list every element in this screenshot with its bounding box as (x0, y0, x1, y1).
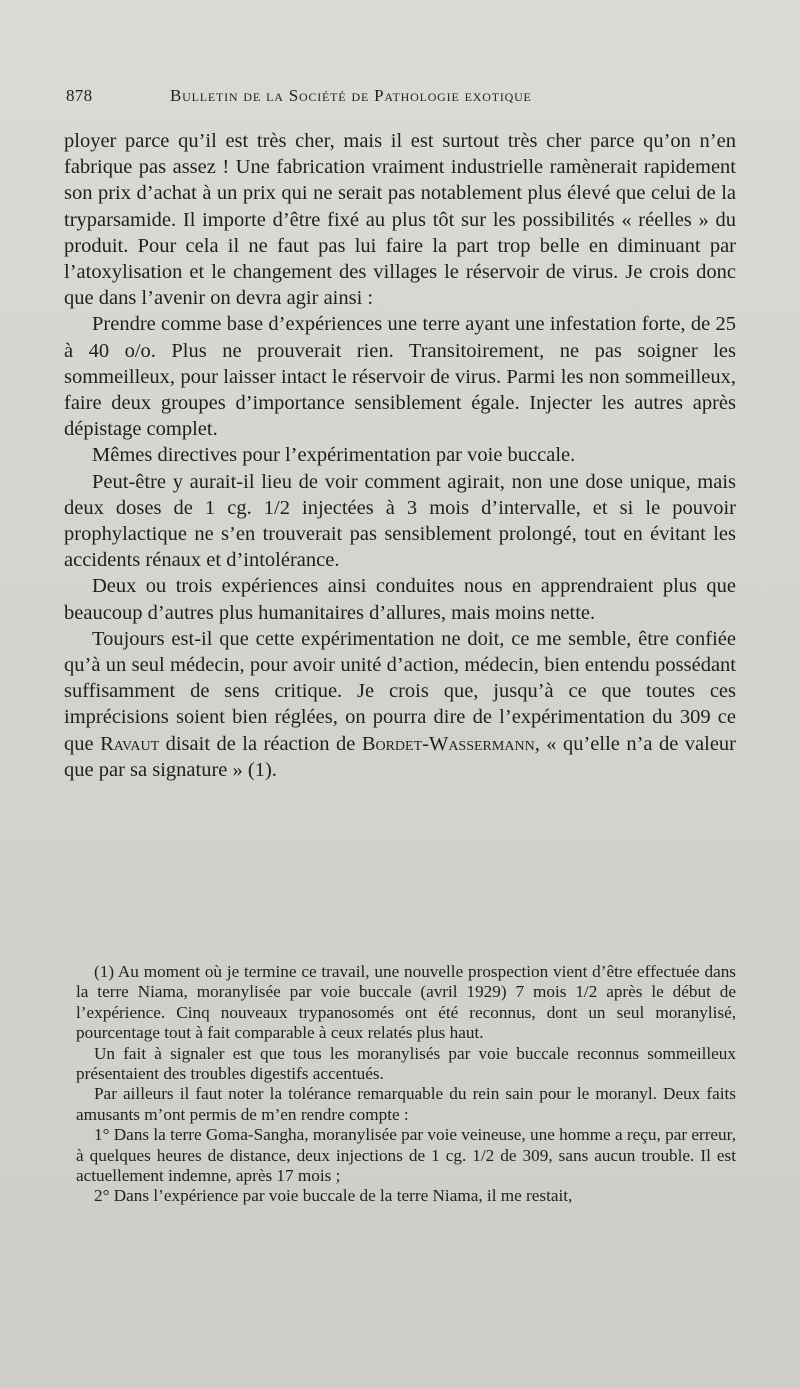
author-name-bordet-wassermann: Bordet-Wassermann (361, 732, 535, 755)
footnote-2: Un fait à signaler est que tous les moranylisés par voie buccale reconnus sommeilleux présentaient des troubles digestifs accentués. (76, 1043, 736, 1084)
footnote-1: (1) Au moment où je termine ce travail, une nouvelle prospection vient d’être effectuée dans la terre Niama, moranylisée par voie buccale (avril 1929) 7 mois 1/2 après le début de l’expérience. Cinq nouveaux trypanosomés ont été reconnus, dont un seul moranylisé, pourcentage tout à fait comparable à ceux relatés plus haut. (76, 962, 736, 1043)
paragraph-4: Peut-être y aurait-il lieu de voir comment agirait, non une dose unique, mais deux doses de 1 cg. 1/2 injectées à 3 mois d’intervalle, et si le pouvoir prophylactique ne s’en trouverait pas sensiblement prolongé, tout en évitant les accidents rénaux et d’intolérance. (64, 470, 736, 572)
footnotes (76, 962, 736, 1207)
body-text (64, 128, 736, 783)
paragraph-2: Prendre comme base d’expériences une terre ayant une infestation forte, de 25 à 40 o/o. Plus ne prouverait rien. Transitoirement, ne pas soigner les sommeilleux, pour laisser intact le réservoir de virus. Parmi les non sommeilleux, faire deux groupes d’importance sensiblement égale. Injecter les autres après dépistage complet. (64, 313, 736, 441)
paragraph-6-end: , « qu’elle n’a de valeur que par sa signature » (1). (64, 732, 737, 781)
paragraph-1: ployer parce qu’il est très cher, mais il est surtout très cher parce qu’on n’en fabrique pas assez ! Une fabrication vraiment industrielle ramènerait rapidement son prix d’achat à un prix qui ne serait pas notablement plus élevé que celui de la tryparsamide. Il importe d’être fixé au plus tôt sur les possibilités « réelles » du produit. Pour cela il ne faut pas lui faire la part trop belle en diminuant par l’atoxylisation et le changement des villages le réservoir de virus. Je crois donc que dans l’avenir on devra agir ainsi : (64, 130, 736, 310)
footnote-3: Par ailleurs il faut noter la tolérance remarquable du rein sain pour le moranyl. Deux faits amusants m’ont permis de m’en rendre compte : (76, 1084, 736, 1124)
paragraph-6 (64, 626, 736, 783)
paragraph-5: Deux ou trois expériences ainsi conduites nous en apprendraient plus que beaucoup d’autres plus humanitaires d’allures, mais moins nette. (64, 575, 736, 624)
footnote-5: 2° Dans l’expérience par voie buccale de la terre Niama, il me restait, (94, 1186, 573, 1206)
author-name-ravaut: Ravaut (100, 732, 160, 755)
running-head (66, 86, 746, 114)
footnote-4: 1° Dans la terre Goma-Sangha, moranylisée par voie veineuse, une homme a reçu, par erreur, à quelques heures de distance, deux injections de 1 cg. 1/2 de 309, sans aucun trouble. Il est actuellement indemne, après 17 mois ; (76, 1125, 736, 1186)
page-number: 878 (66, 86, 93, 105)
paragraph-6-middle: disait de la réaction de (159, 732, 362, 755)
paragraph-3: Mêmes directives pour l’expérimentation par voie buccale. (92, 444, 576, 467)
paragraph-6-text: Toujours est-il que cette expérimentation ne doit, ce me semble, être confiée qu’à un seul médecin, pour avoir unité d’action, médecin, bien entendu possédant suffisamment de sens critique. Je crois que, jusqu’à ce que toutes ces imprécisions soient bien réglées, on pourra dire de l’expérimentation du 309 ce que (64, 627, 736, 755)
journal-title: Bulletin de la Société de Pathologie exotique (170, 86, 532, 105)
